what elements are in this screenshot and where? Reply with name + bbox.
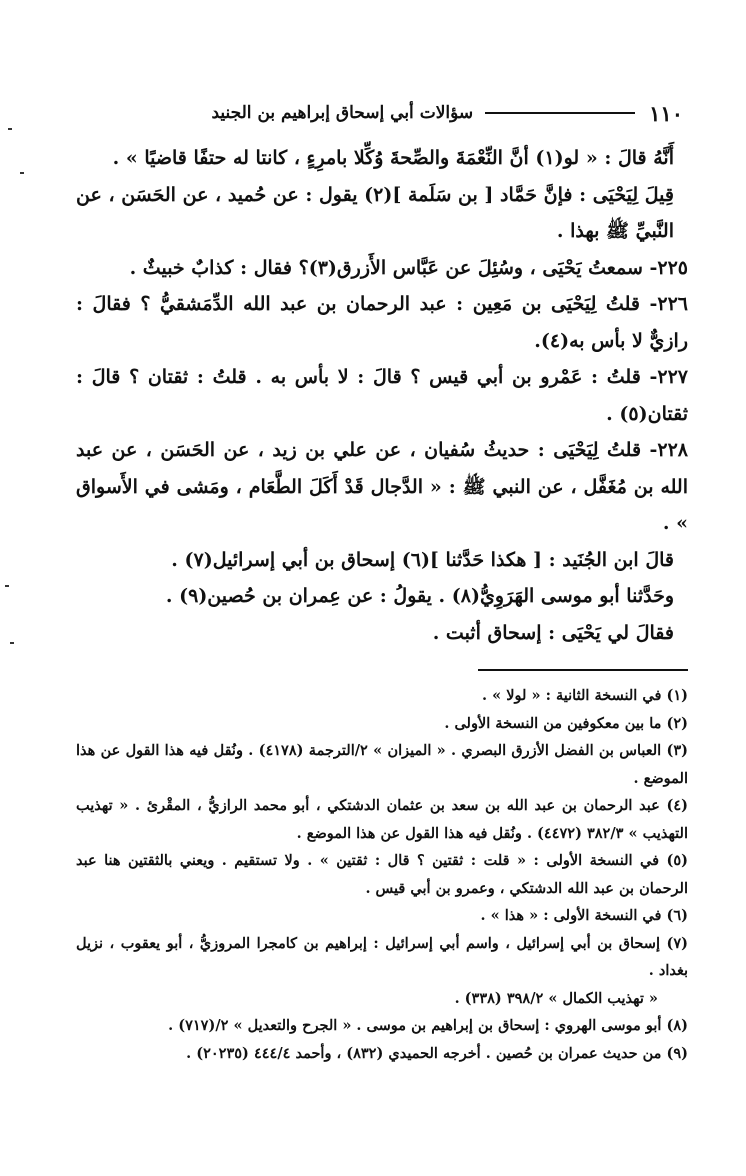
scan-mark [20,172,24,174]
footnote-7: (٧) إسحاق بن أبي إسرائيل ، واسم أبي إسرائيل : إبراهيم بن كامجرا المروزيُّ ، أبو يعقوب ، نزيل بغداد . [76,934,688,979]
footnote-6: (٦) في النسخة الأولى : « هذا » . [480,907,688,924]
running-title: سؤالات أبي إسحاق إبراهيم بن الجنيد [211,103,474,123]
text-line: قالَ ابن الجُنَيد : [ هكذا حَدَّثنا ](٦) إسحاق بن أبي إسرائيل(٧) . [171,548,674,571]
footnote-rule [478,669,688,671]
footnote-9: (٩) من حديث عمران بن حُصين . أخرجه الحميدي (٨٣٢) ، وأحمد ٤٤٤/٤ (٢٠٢٣٥) . [186,1044,688,1062]
footnote-5: (٥) في النسخة الأولى : « قلت : ثقتين ؟ قال : ثقتين » . ولا تستقيم . ويعني بالثقتين هنا عبد الرحمان بن عبد الله الدشتكي ، وعمرو بن أبي قيس . [76,852,688,897]
page-header [78,98,683,128]
header-rule [485,112,635,114]
footnote-4: (٤) عبد الرحمان بن عبد الله بن سعد بن عثمان الدشتكي ، أبو محمد الرازيُّ ، المقْرئ . « تهذيب التهذيب » ٣٨٢/٣ (٤٤٧٢) . ونُقل فيه هذا القول عن هذا الموضع . [76,797,688,842]
page-number: ١١٠ [649,100,683,126]
text-line: فقالَ لي يَحْيَى : إسحاق أثبت . [432,621,674,644]
footnote-2: (٢) ما بين معكوفين من النسخة الأولى . [444,714,688,732]
footnote-3: (٣) العباس بن الفضل الأزرق البصري . « الميزان » ٢/الترجمة (٤١٧٨) . ونُقل فيه هذا القول عن هذا الموضع . [76,742,689,787]
entry-228: ٢٢٨- قلتُ لِيَحْيَى : حديثُ سُفيان ، عن علي بن زيد ، عن الحَسَن ، عن عبد الله بن مُغَفَّل ، عن النبي ﷺ : « الدَّجال قَدْ أَكَلَ الطَّعَام ، ومَشى في الأَسواق » . [76,439,688,534]
entry-225: ٢٢٥- سمعتُ يَحْيَى ، وسُئِلَ عن عَبَّاس الأَزرق(٣)؟ فقال : كذابٌ خبيثٌ . [129,256,688,279]
entry-227: ٢٢٧- قلتُ : عَمْرو بن أبي قيس ؟ قالَ : لا بأس به . قلتُ : ثقتان ؟ قالَ : ثقتان(٥) . [76,366,688,425]
footnote-8: (٨) أبو موسى الهروي : إسحاق بن إبراهيم بن موسى . « الجرح والتعديل » ٢/(٧١٧) . [168,1017,688,1034]
main-text [76,140,688,651]
entry-226: ٢٢٦- قلتُ لِيَحْيَى بن مَعِين : عبد الرحمان بن عبد الله الدِّمَشقيُّ ؟ فقالَ : رازيٌّ لا بأس به(٤). [76,293,688,352]
scan-mark [8,128,12,130]
footnote-1: (١) في النسخة الثانية : « لولا » . [482,687,688,704]
scan-mark [5,585,9,587]
footnotes [76,682,688,1067]
footnote-7-continued: « تهذيب الكمال » ٣٩٨/٢ (٣٣٨) . [454,989,658,1007]
scan-mark [10,642,14,644]
text-line: وحَدَّثنا أبو موسى الهَرَوِيُّ(٨) . يقولُ : عن عِمران بن حُصين(٩) . [165,585,674,607]
text-line: أَنَّهُ قالَ : « لو(١) أنَّ النِّعْمَةَ والصِّحةَ وُكِّلا بامرِءٍ ، كانتا له حتفًا قاضيًا » . [112,147,674,169]
text-line: قِيلَ لِيَحْيَى : فإنَّ حَمَّاد [ بن سَلَمة ](٢) يقول : عن حُميد ، عن الحَسَن ، عن النَّبيِّ ﷺ بهذا . [76,183,674,242]
